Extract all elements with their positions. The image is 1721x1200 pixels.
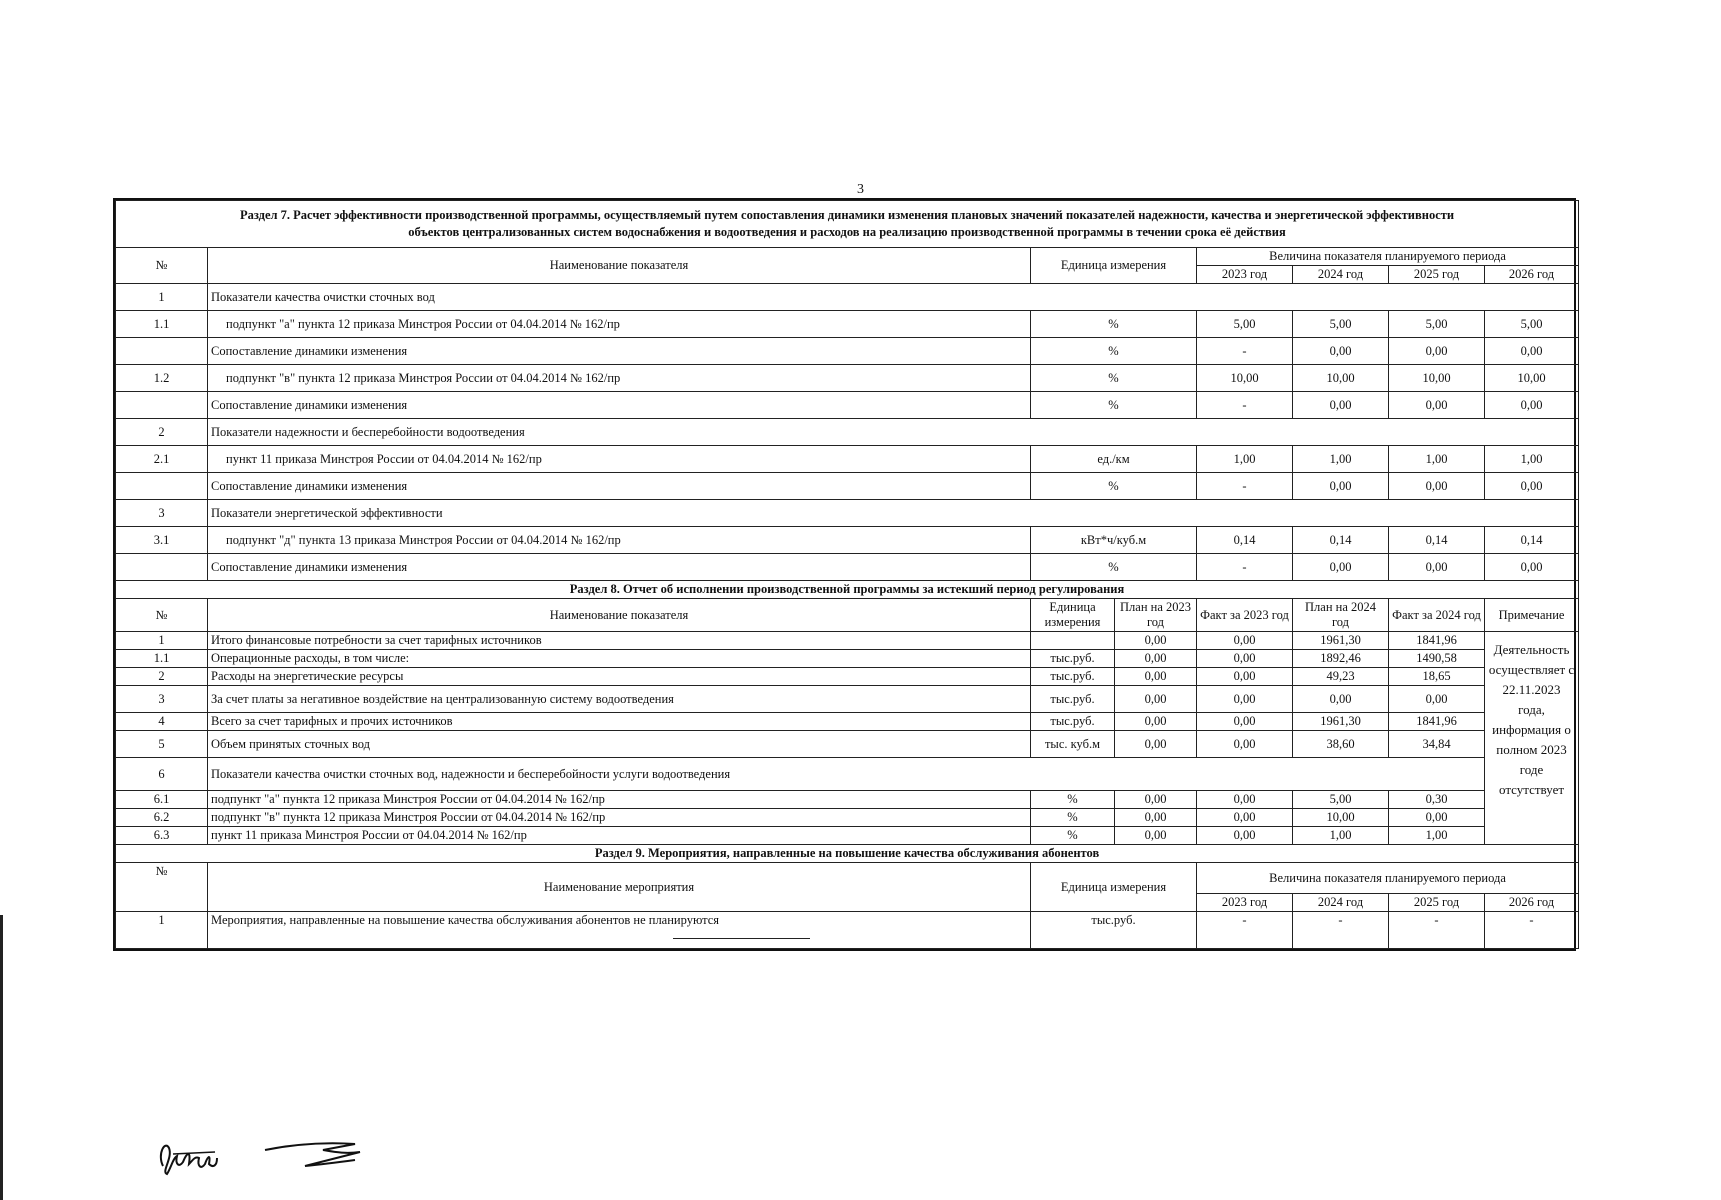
section7-row xyxy=(116,284,1579,311)
row-value: - xyxy=(1197,554,1293,581)
section9-title: Раздел 9. Мероприятия, направленные на повышение качества обслуживания абонентов xyxy=(116,845,1579,863)
row-name: Сопоставление динамики изменения xyxy=(208,473,1031,500)
row-value: 0,00 xyxy=(1197,686,1293,713)
row-value: 0,00 xyxy=(1389,809,1485,827)
row-value: 0,00 xyxy=(1197,791,1293,809)
row-unit: % xyxy=(1031,365,1197,392)
row-value: 5,00 xyxy=(1293,791,1389,809)
row-value: 38,60 xyxy=(1293,731,1389,758)
row-value: 10,00 xyxy=(1197,365,1293,392)
header-name: Наименование мероприятия xyxy=(208,863,1031,912)
section7-row xyxy=(116,311,1579,338)
row-unit: % xyxy=(1031,473,1197,500)
row-name: За счет платы за негативное воздействие на централизованную систему водоотведения xyxy=(208,686,1031,713)
row-unit: тыс.руб. xyxy=(1031,912,1197,949)
header-year: 2026 год xyxy=(1485,894,1579,912)
row-value: 1961,30 xyxy=(1293,713,1389,731)
report-document xyxy=(113,198,1576,951)
row-value: 0,00 xyxy=(1115,731,1197,758)
header-year: 2024 год xyxy=(1293,266,1389,284)
row-value: 0,00 xyxy=(1115,827,1197,845)
row-num: 3 xyxy=(116,686,208,713)
section7-title-row xyxy=(116,201,1579,248)
row-unit: тыс.руб. xyxy=(1031,713,1115,731)
row-value: 0,00 xyxy=(1115,632,1197,650)
row-value: 0,00 xyxy=(1293,686,1389,713)
row-unit: тыс.руб. xyxy=(1031,686,1115,713)
section7-row xyxy=(116,419,1579,446)
header-num: № xyxy=(116,248,208,284)
row-num: 3 xyxy=(116,500,208,527)
row-name: Всего за счет тарифных и прочих источников xyxy=(208,713,1031,731)
row-value: 0,00 xyxy=(1485,392,1579,419)
section8-header-row xyxy=(116,599,1579,632)
handwritten-signature xyxy=(155,1128,395,1178)
section7-title xyxy=(116,201,1579,248)
row-value: 0,00 xyxy=(1293,554,1389,581)
row-num: 1 xyxy=(116,632,208,650)
row-name: Объем принятых сточных вод xyxy=(208,731,1031,758)
section7-row xyxy=(116,473,1579,500)
row-value: - xyxy=(1197,912,1293,949)
row-unit: кВт*ч/куб.м xyxy=(1031,527,1197,554)
row-unit: % xyxy=(1031,311,1197,338)
row-value: 1,00 xyxy=(1293,446,1389,473)
header-fact2023: Факт за 2023 год xyxy=(1197,599,1293,632)
row-num: 2 xyxy=(116,419,208,446)
section9-row xyxy=(116,912,1579,949)
row-name: пункт 11 приказа Минстроя России от 04.04.2014 № 162/пр xyxy=(208,446,1031,473)
section8-row xyxy=(116,668,1579,686)
section8-row xyxy=(116,632,1579,650)
row-value: 0,00 xyxy=(1389,686,1485,713)
row-name: Мероприятия, направленные на повышение качества обслуживания абонентов не планируются xyxy=(208,912,1031,949)
row-num: 1.1 xyxy=(116,650,208,668)
header-name: Наименование показателя xyxy=(208,599,1031,632)
row-name: подпункт "а" пункта 12 приказа Минстроя России от 04.04.2014 № 162/пр xyxy=(208,311,1031,338)
row-value: - xyxy=(1293,912,1389,949)
header-period: Величина показателя планируемого периода xyxy=(1197,863,1579,894)
row-value: 0,14 xyxy=(1389,527,1485,554)
row-value: 10,00 xyxy=(1389,365,1485,392)
row-value: 5,00 xyxy=(1485,311,1579,338)
row-value: 5,00 xyxy=(1293,311,1389,338)
row-unit: ед./км xyxy=(1031,446,1197,473)
section7-title-line1: Раздел 7. Расчет эффективности производственной программы, осуществляемый путем сопоставления динамики изменения плановых значений показателей надежности, качества и энергетической эффективности xyxy=(239,208,1455,222)
row-value: 0,00 xyxy=(1115,650,1197,668)
row-value: 1,00 xyxy=(1389,827,1485,845)
row-group-name: Показатели качества очистки сточных вод, надежности и бесперебойности услуги водоотведения xyxy=(208,758,1485,791)
row-value: 0,00 xyxy=(1485,338,1579,365)
header-period: Величина показателя планируемого периода xyxy=(1197,248,1579,266)
row-name: пункт 11 приказа Минстроя России от 04.04.2014 № 162/пр xyxy=(208,827,1031,845)
header-year: 2023 год xyxy=(1197,266,1293,284)
row-num: 1.2 xyxy=(116,365,208,392)
row-value: 1,00 xyxy=(1293,827,1389,845)
row-value: 18,65 xyxy=(1389,668,1485,686)
row-num: 6.3 xyxy=(116,827,208,845)
row-value: - xyxy=(1197,473,1293,500)
section8-row xyxy=(116,650,1579,668)
row-unit: % xyxy=(1031,554,1197,581)
row-value: 1490,58 xyxy=(1389,650,1485,668)
row-value: 0,00 xyxy=(1115,668,1197,686)
row-name: подпункт "в" пункта 12 приказа Минстроя России от 04.04.2014 № 162/пр xyxy=(208,365,1031,392)
header-year: 2023 год xyxy=(1197,894,1293,912)
section7-row xyxy=(116,392,1579,419)
row-num xyxy=(116,392,208,419)
row-num: 2 xyxy=(116,668,208,686)
header-year: 2025 год xyxy=(1389,266,1485,284)
row-name: подпункт "д" пункта 13 приказа Минстроя России от 04.04.2014 № 162/пр xyxy=(208,527,1031,554)
row-value: 1892,46 xyxy=(1293,650,1389,668)
row-value: - xyxy=(1389,912,1485,949)
page-number: 3 xyxy=(857,182,864,197)
row-value: 0,00 xyxy=(1293,473,1389,500)
row-num: 5 xyxy=(116,731,208,758)
row-num: 6.2 xyxy=(116,809,208,827)
row-value: 0,00 xyxy=(1197,632,1293,650)
row-unit: % xyxy=(1031,809,1115,827)
header-plan2023: План на 2023 год xyxy=(1115,599,1197,632)
row-name: Сопоставление динамики изменения xyxy=(208,554,1031,581)
row-name: подпункт "а" пункта 12 приказа Минстроя России от 04.04.2014 № 162/пр xyxy=(208,791,1031,809)
row-value: - xyxy=(1197,338,1293,365)
row-value: 0,14 xyxy=(1197,527,1293,554)
header-plan2024: План на 2024 год xyxy=(1293,599,1389,632)
row-value: 0,00 xyxy=(1197,713,1293,731)
row-value: - xyxy=(1197,392,1293,419)
section8-row xyxy=(116,791,1579,809)
row-value: 0,00 xyxy=(1197,809,1293,827)
row-unit: % xyxy=(1031,791,1115,809)
row-value: 34,84 xyxy=(1389,731,1485,758)
row-value: 0,00 xyxy=(1197,827,1293,845)
row-unit: % xyxy=(1031,338,1197,365)
row-value: 0,00 xyxy=(1197,650,1293,668)
row-value: 1961,30 xyxy=(1293,632,1389,650)
row-num xyxy=(116,554,208,581)
header-num: № xyxy=(116,863,208,912)
row-value: 0,00 xyxy=(1389,392,1485,419)
header-num: № xyxy=(116,599,208,632)
section8-row xyxy=(116,686,1579,713)
row-value: 0,00 xyxy=(1485,554,1579,581)
row-name: Сопоставление динамики изменения xyxy=(208,392,1031,419)
section8-row xyxy=(116,758,1579,791)
note-cell: Деятельность осуществляет с 22.11.2023 года, информация о полном 2023 годе отсутствует xyxy=(1485,632,1579,845)
row-num: 4 xyxy=(116,713,208,731)
header-note: Примечание xyxy=(1485,599,1579,632)
section9-header-row xyxy=(116,863,1579,894)
row-value: 5,00 xyxy=(1197,311,1293,338)
row-value: 1,00 xyxy=(1389,446,1485,473)
section8-row xyxy=(116,827,1579,845)
header-unit: Единица измерения xyxy=(1031,863,1197,912)
row-num: 1.1 xyxy=(116,311,208,338)
section8-title-row xyxy=(116,581,1579,599)
separator-line xyxy=(673,938,810,939)
row-value: 1,00 xyxy=(1485,446,1579,473)
row-num: 6.1 xyxy=(116,791,208,809)
section7-row xyxy=(116,338,1579,365)
row-value: 0,00 xyxy=(1115,791,1197,809)
row-num: 3.1 xyxy=(116,527,208,554)
row-value: 10,00 xyxy=(1293,365,1389,392)
row-value: 0,14 xyxy=(1293,527,1389,554)
row-value: 0,00 xyxy=(1485,473,1579,500)
scan-edge xyxy=(0,915,3,1200)
row-num: 1 xyxy=(116,284,208,311)
row-name: Операционные расходы, в том числе: xyxy=(208,650,1031,668)
row-value: 1,00 xyxy=(1197,446,1293,473)
table-body xyxy=(116,201,1579,949)
row-name: подпункт "в" пункта 12 приказа Минстроя России от 04.04.2014 № 162/пр xyxy=(208,809,1031,827)
section7-row xyxy=(116,554,1579,581)
row-unit: % xyxy=(1031,392,1197,419)
row-unit: % xyxy=(1031,827,1115,845)
row-group-name: Показатели энергетической эффективности xyxy=(208,500,1579,527)
section7-row xyxy=(116,446,1579,473)
row-value: 0,00 xyxy=(1389,338,1485,365)
row-value: 0,30 xyxy=(1389,791,1485,809)
row-value: 0,00 xyxy=(1197,731,1293,758)
row-value: 0,00 xyxy=(1293,338,1389,365)
row-group-name: Показатели качества очистки сточных вод xyxy=(208,284,1579,311)
row-value: 0,00 xyxy=(1115,713,1197,731)
section7-title-line2: объектов централизованных систем водоснабжения и водоотведения и расходов на реализацию производственной программы в течении срока её действия xyxy=(408,225,1286,239)
row-num: 2.1 xyxy=(116,446,208,473)
row-num: 1 xyxy=(116,912,208,949)
row-name: Сопоставление динамики изменения xyxy=(208,338,1031,365)
row-value: 0,00 xyxy=(1115,686,1197,713)
row-value: 10,00 xyxy=(1293,809,1389,827)
row-value: 0,00 xyxy=(1389,554,1485,581)
row-value: 1841,96 xyxy=(1389,632,1485,650)
section8-row xyxy=(116,809,1579,827)
row-unit: тыс.руб. xyxy=(1031,668,1115,686)
row-value: 5,00 xyxy=(1389,311,1485,338)
row-unit xyxy=(1031,632,1115,650)
section9-title-row xyxy=(116,845,1579,863)
section7-row xyxy=(116,365,1579,392)
row-value: 0,00 xyxy=(1389,473,1485,500)
report-table xyxy=(115,200,1579,949)
section8-row xyxy=(116,731,1579,758)
header-year: 2026 год xyxy=(1485,266,1579,284)
row-value: 10,00 xyxy=(1485,365,1579,392)
header-name: Наименование показателя xyxy=(208,248,1031,284)
header-fact2024: Факт за 2024 год xyxy=(1389,599,1485,632)
header-year: 2024 год xyxy=(1293,894,1389,912)
section8-title: Раздел 8. Отчет об исполнении производственной программы за истекший период регулирования xyxy=(116,581,1579,599)
row-value: 0,00 xyxy=(1293,392,1389,419)
header-year: 2025 год xyxy=(1389,894,1485,912)
row-unit: тыс. куб.м xyxy=(1031,731,1115,758)
row-value: 0,00 xyxy=(1197,668,1293,686)
row-name: Итого финансовые потребности за счет тарифных источников xyxy=(208,632,1031,650)
row-value: - xyxy=(1485,912,1579,949)
section8-row xyxy=(116,713,1579,731)
row-num xyxy=(116,473,208,500)
row-unit: тыс.руб. xyxy=(1031,650,1115,668)
section7-header-row xyxy=(116,248,1579,266)
row-name: Расходы на энергетические ресурсы xyxy=(208,668,1031,686)
section7-row xyxy=(116,527,1579,554)
header-unit: Единица измерения xyxy=(1031,599,1115,632)
row-value: 0,14 xyxy=(1485,527,1579,554)
row-num xyxy=(116,338,208,365)
header-unit: Единица измерения xyxy=(1031,248,1197,284)
row-num: 6 xyxy=(116,758,208,791)
row-value: 0,00 xyxy=(1115,809,1197,827)
row-group-name: Показатели надежности и бесперебойности водоотведения xyxy=(208,419,1579,446)
row-value: 1841,96 xyxy=(1389,713,1485,731)
row-value: 49,23 xyxy=(1293,668,1389,686)
section7-row xyxy=(116,500,1579,527)
